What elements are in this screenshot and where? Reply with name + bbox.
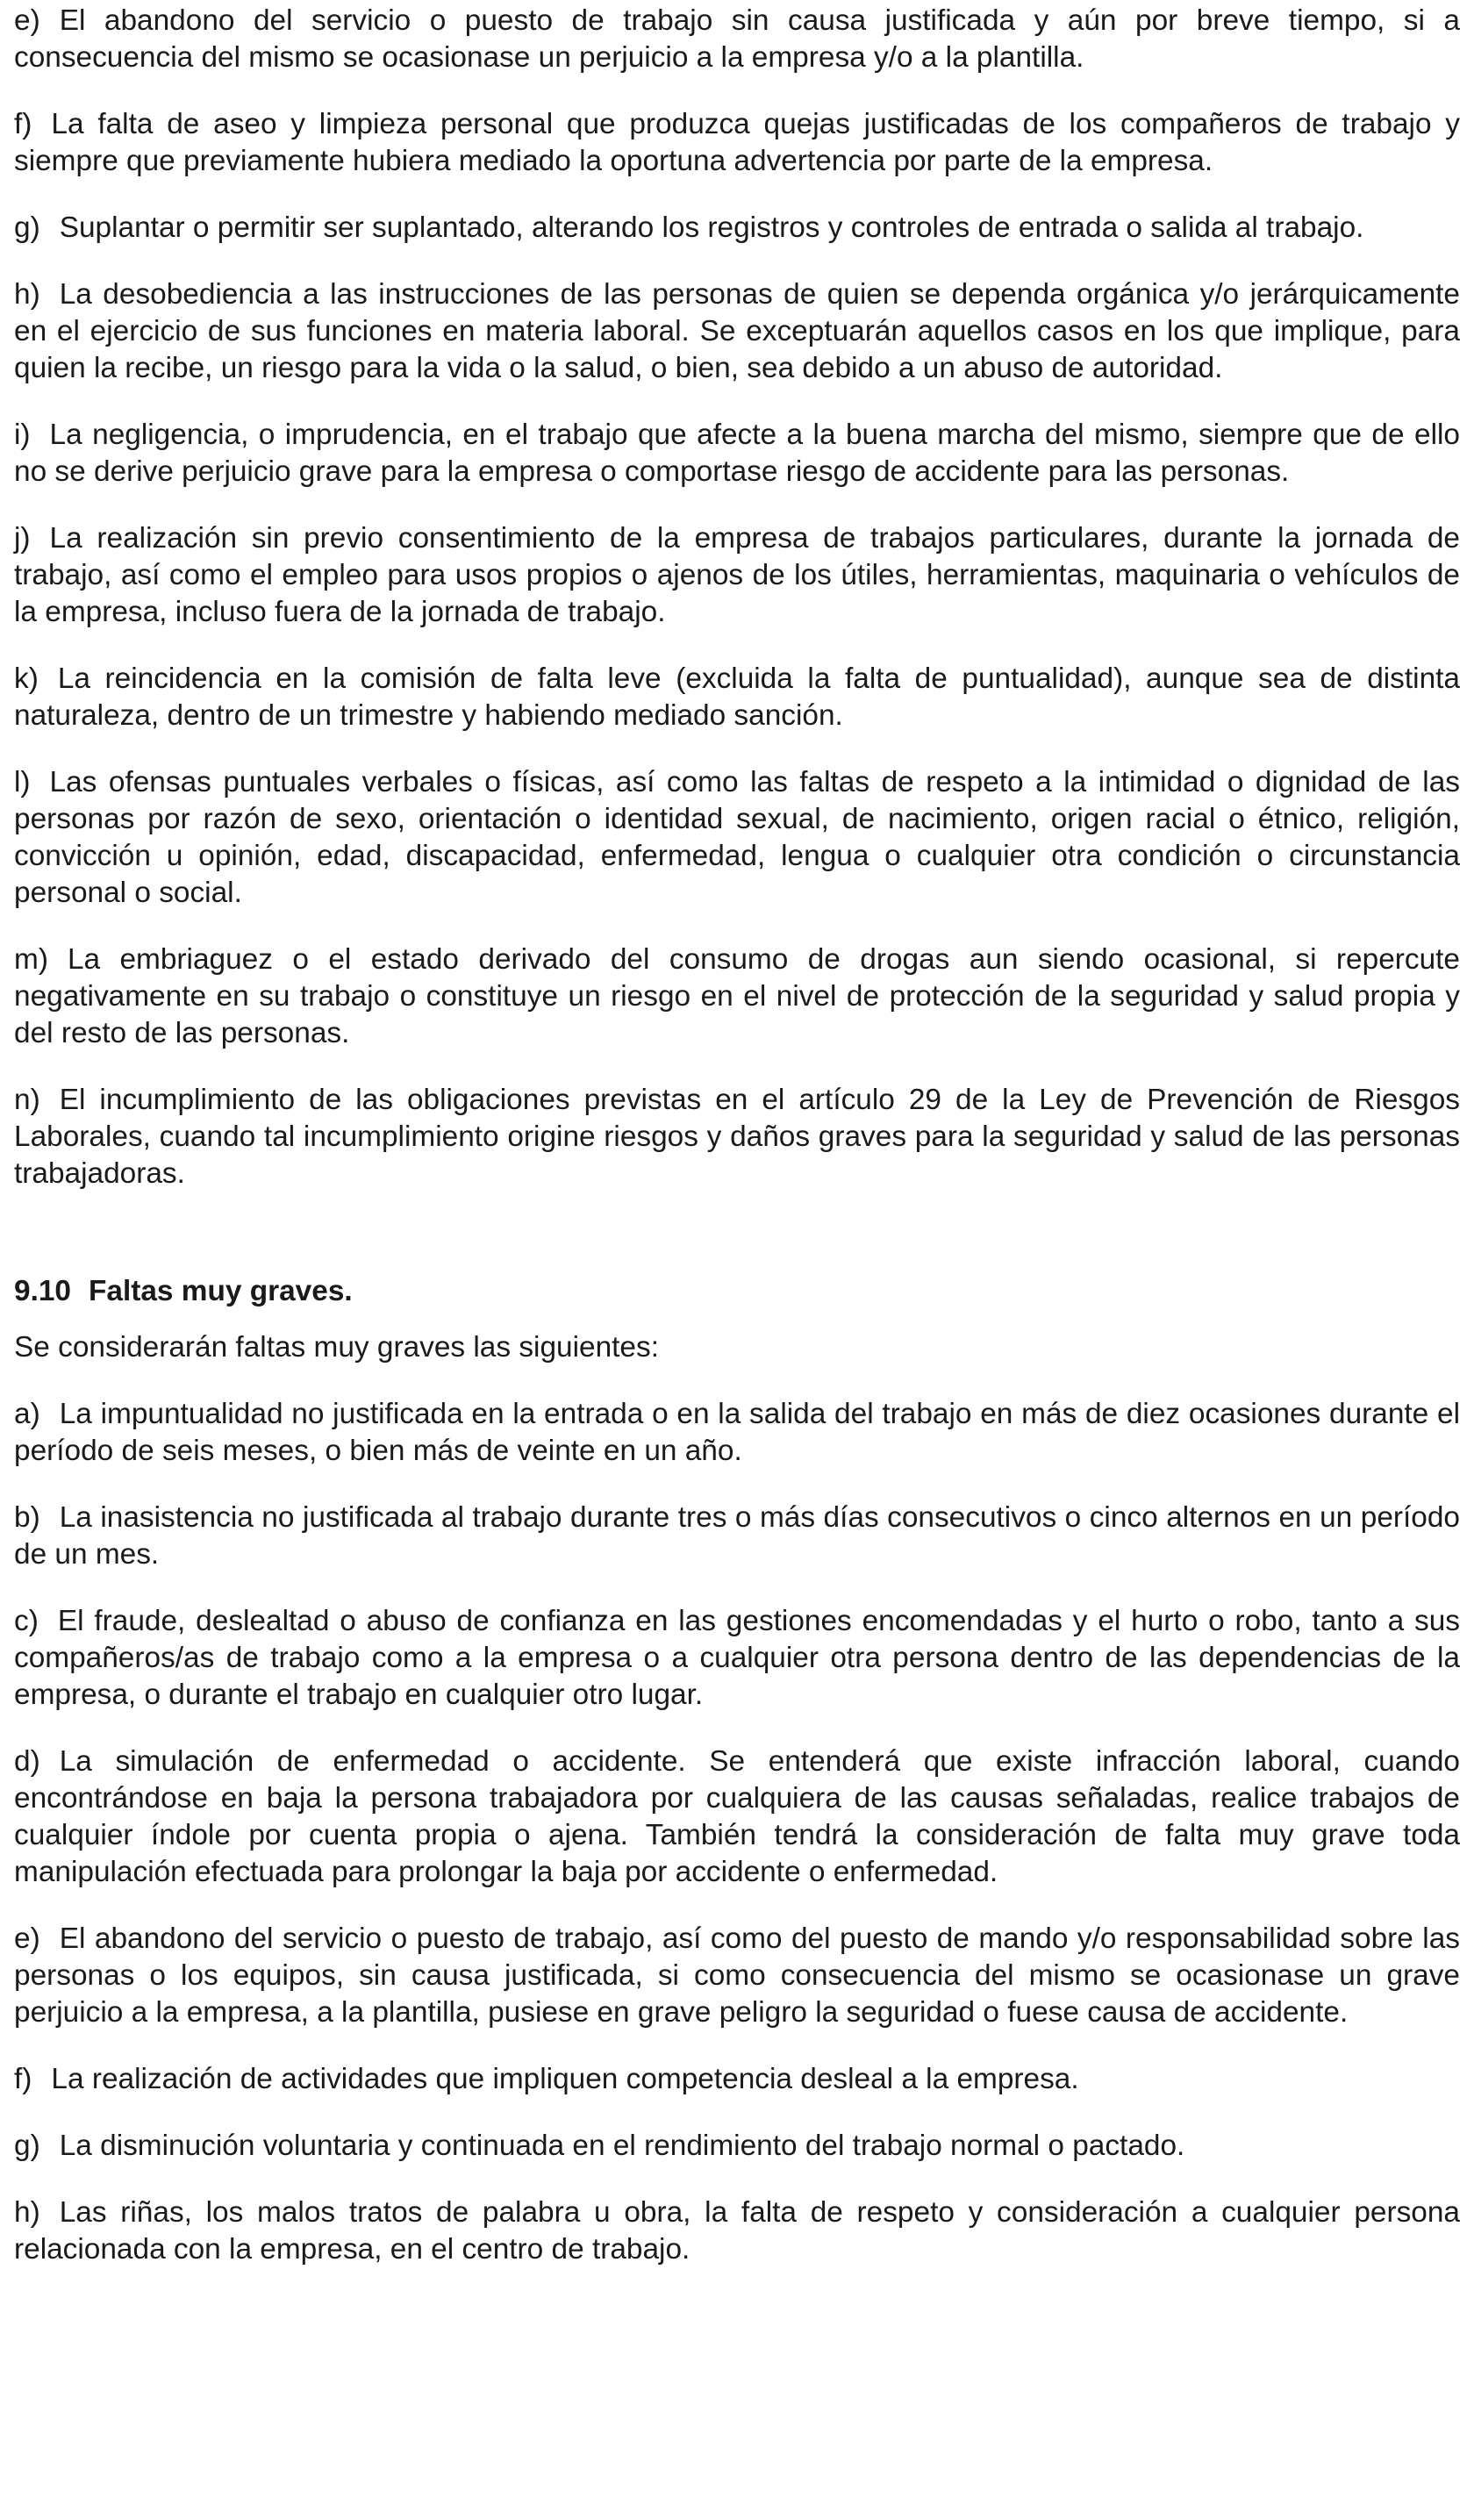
item-text: El incumplimiento de las obligaciones previstas en el artículo 29 de la Ley de Prevención de Riesgos Laborales, cuando tal incumplimiento origine riesgos y daños graves para la seguridad y salud de las personas trabajadoras. <box>14 1084 1460 1190</box>
item-letter: m) <box>14 943 48 976</box>
item-muy-graves-c <box>14 1603 1460 1714</box>
item-letter: i) <box>14 419 31 451</box>
item-letter: e) <box>14 4 40 37</box>
item-text: La impuntualidad no justificada en la entrada o en la salida del trabajo en más de diez ocasiones durante el período de seis meses, o bien más de veinte en un año. <box>14 1398 1460 1467</box>
item-letter: l) <box>14 766 31 798</box>
item-muy-graves-f <box>14 2061 1460 2098</box>
item-text: La simulación de enfermedad o accidente. Se entenderá que existe infracción laboral, cuando encontrándose en baja la persona trabajadora por cualquiera de las causas señaladas, realice trabajos de cualquier índole por cuenta propia o ajena. También tendrá la consideración de falta muy grave toda manipulación efectuada para prolongar la baja por accidente o enfermedad. <box>14 1745 1460 1888</box>
item-letter: f) <box>14 2063 32 2095</box>
item-letter: g) <box>14 211 40 244</box>
item-text: La realización de actividades que impliquen competencia desleal a la empresa. <box>51 2063 1079 2095</box>
item-text: La desobediencia a las instrucciones de las personas de quien se dependa orgánica y/o jerárquicamente en el ejercicio de sus funciones en materia laboral. Se exceptuarán aquellos casos en los que implique, para quien la recibe, un riesgo para la vida o la salud, o bien, sea debido a un abuso de autoridad. <box>14 278 1460 384</box>
item-letter: k) <box>14 662 39 695</box>
item-graves-h <box>14 276 1460 387</box>
item-graves-m <box>14 941 1460 1052</box>
item-letter: c) <box>14 1605 39 1637</box>
item-text: El abandono del servicio o puesto de trabajo sin causa justificada y aún por breve tiempo, si a consecuencia del mismo se ocasionase un perjuicio a la empresa y/o a la plantilla. <box>14 4 1460 74</box>
item-graves-g <box>14 210 1460 247</box>
item-letter: h) <box>14 278 40 311</box>
item-graves-i <box>14 417 1460 490</box>
section-number: 9.10 <box>14 1275 71 1307</box>
section-title: Faltas muy graves. <box>89 1275 353 1307</box>
item-graves-n <box>14 1082 1460 1192</box>
item-muy-graves-a <box>14 1396 1460 1470</box>
section-heading <box>14 1273 1460 1310</box>
item-text: La reincidencia en la comisión de falta leve (excluida la falta de puntualidad), aunque sea de distinta naturaleza, dentro de un trimestre y habiendo mediado sanción. <box>14 662 1460 732</box>
item-text: La inasistencia no justificada al trabajo durante tres o más días consecutivos o cinco alternos en un período de un mes. <box>14 1501 1460 1571</box>
item-muy-graves-e <box>14 1921 1460 2031</box>
item-text: La disminución voluntaria y continuada en el rendimiento del trabajo normal o pactado. <box>59 2130 1185 2162</box>
item-text: El abandono del servicio o puesto de trabajo, así como del puesto de mando y/o responsabilidad sobre las personas o los equipos, sin causa justificada, si como consecuencia del mismo se ocasionase un grave perjuicio a la empresa, a la plantilla, pusiese en grave peligro la seguridad o fuese causa de accidente. <box>14 1922 1460 2029</box>
item-graves-e <box>14 3 1460 76</box>
item-letter: j) <box>14 522 31 555</box>
item-text: Las ofensas puntuales verbales o físicas, así como las faltas de respeto a la intimidad o dignidad de las personas por razón de sexo, orientación o identidad sexual, de nacimiento, origen racial o étnico, religión, convicción u opinión, edad, discapacidad, enfermedad, lengua o cualquier otra condición o circunstancia personal o social. <box>14 766 1460 909</box>
item-letter: g) <box>14 2130 40 2162</box>
item-muy-graves-h <box>14 2194 1460 2268</box>
item-letter: h) <box>14 2196 40 2229</box>
item-text: El fraude, deslealtad o abuso de confianza en las gestiones encomendadas y el hurto o robo, tanto a sus compañeros/as de trabajo como a la empresa o a cualquier otra persona dentro de las dependencias de la empresa, o durante el trabajo en cualquier otro lugar. <box>14 1605 1460 1711</box>
item-text: La realización sin previo consentimiento de la empresa de trabajos particulares, durante la jornada de trabajo, así como el empleo para usos propios o ajenos de los útiles, herramientas, maquinaria o vehículos de la empresa, incluso fuera de la jornada de trabajo. <box>14 522 1460 628</box>
item-letter: f) <box>14 108 32 140</box>
item-muy-graves-b <box>14 1500 1460 1573</box>
item-letter: n) <box>14 1084 40 1116</box>
item-muy-graves-d <box>14 1743 1460 1891</box>
item-graves-l <box>14 764 1460 912</box>
item-text: Las riñas, los malos tratos de palabra u obra, la falta de respeto y consideración a cualquier persona relacionada con la empresa, en el centro de trabajo. <box>14 2196 1460 2266</box>
item-letter: e) <box>14 1922 40 1955</box>
section-intro: Se considerarán faltas muy graves las siguientes: <box>14 1331 659 1364</box>
document-page <box>14 0 1460 2268</box>
item-graves-f <box>14 106 1460 180</box>
item-text: La negligencia, o imprudencia, en el trabajo que afecte a la buena marcha del mismo, siempre que de ello no se derive perjuicio grave para la empresa o comportase riesgo de accidente para las personas. <box>14 419 1460 488</box>
item-graves-k <box>14 661 1460 734</box>
item-text: La falta de aseo y limpieza personal que produzca quejas justificadas de los compañeros de trabajo y siempre que previamente hubiera mediado la oportuna advertencia por parte de la empresa. <box>14 108 1460 177</box>
item-text: Suplantar o permitir ser suplantado, alterando los registros y controles de entrada o salida al trabajo. <box>59 211 1364 244</box>
item-letter: b) <box>14 1501 40 1534</box>
item-text: La embriaguez o el estado derivado del consumo de drogas aun siendo ocasional, si repercute negativamente en su trabajo o constituye un riesgo en el nivel de protección de la seguridad y salud propia y del resto de las personas. <box>14 943 1460 1049</box>
item-letter: a) <box>14 1398 40 1430</box>
item-muy-graves-g <box>14 2128 1460 2165</box>
item-letter: d) <box>14 1745 40 1778</box>
item-graves-j <box>14 520 1460 631</box>
